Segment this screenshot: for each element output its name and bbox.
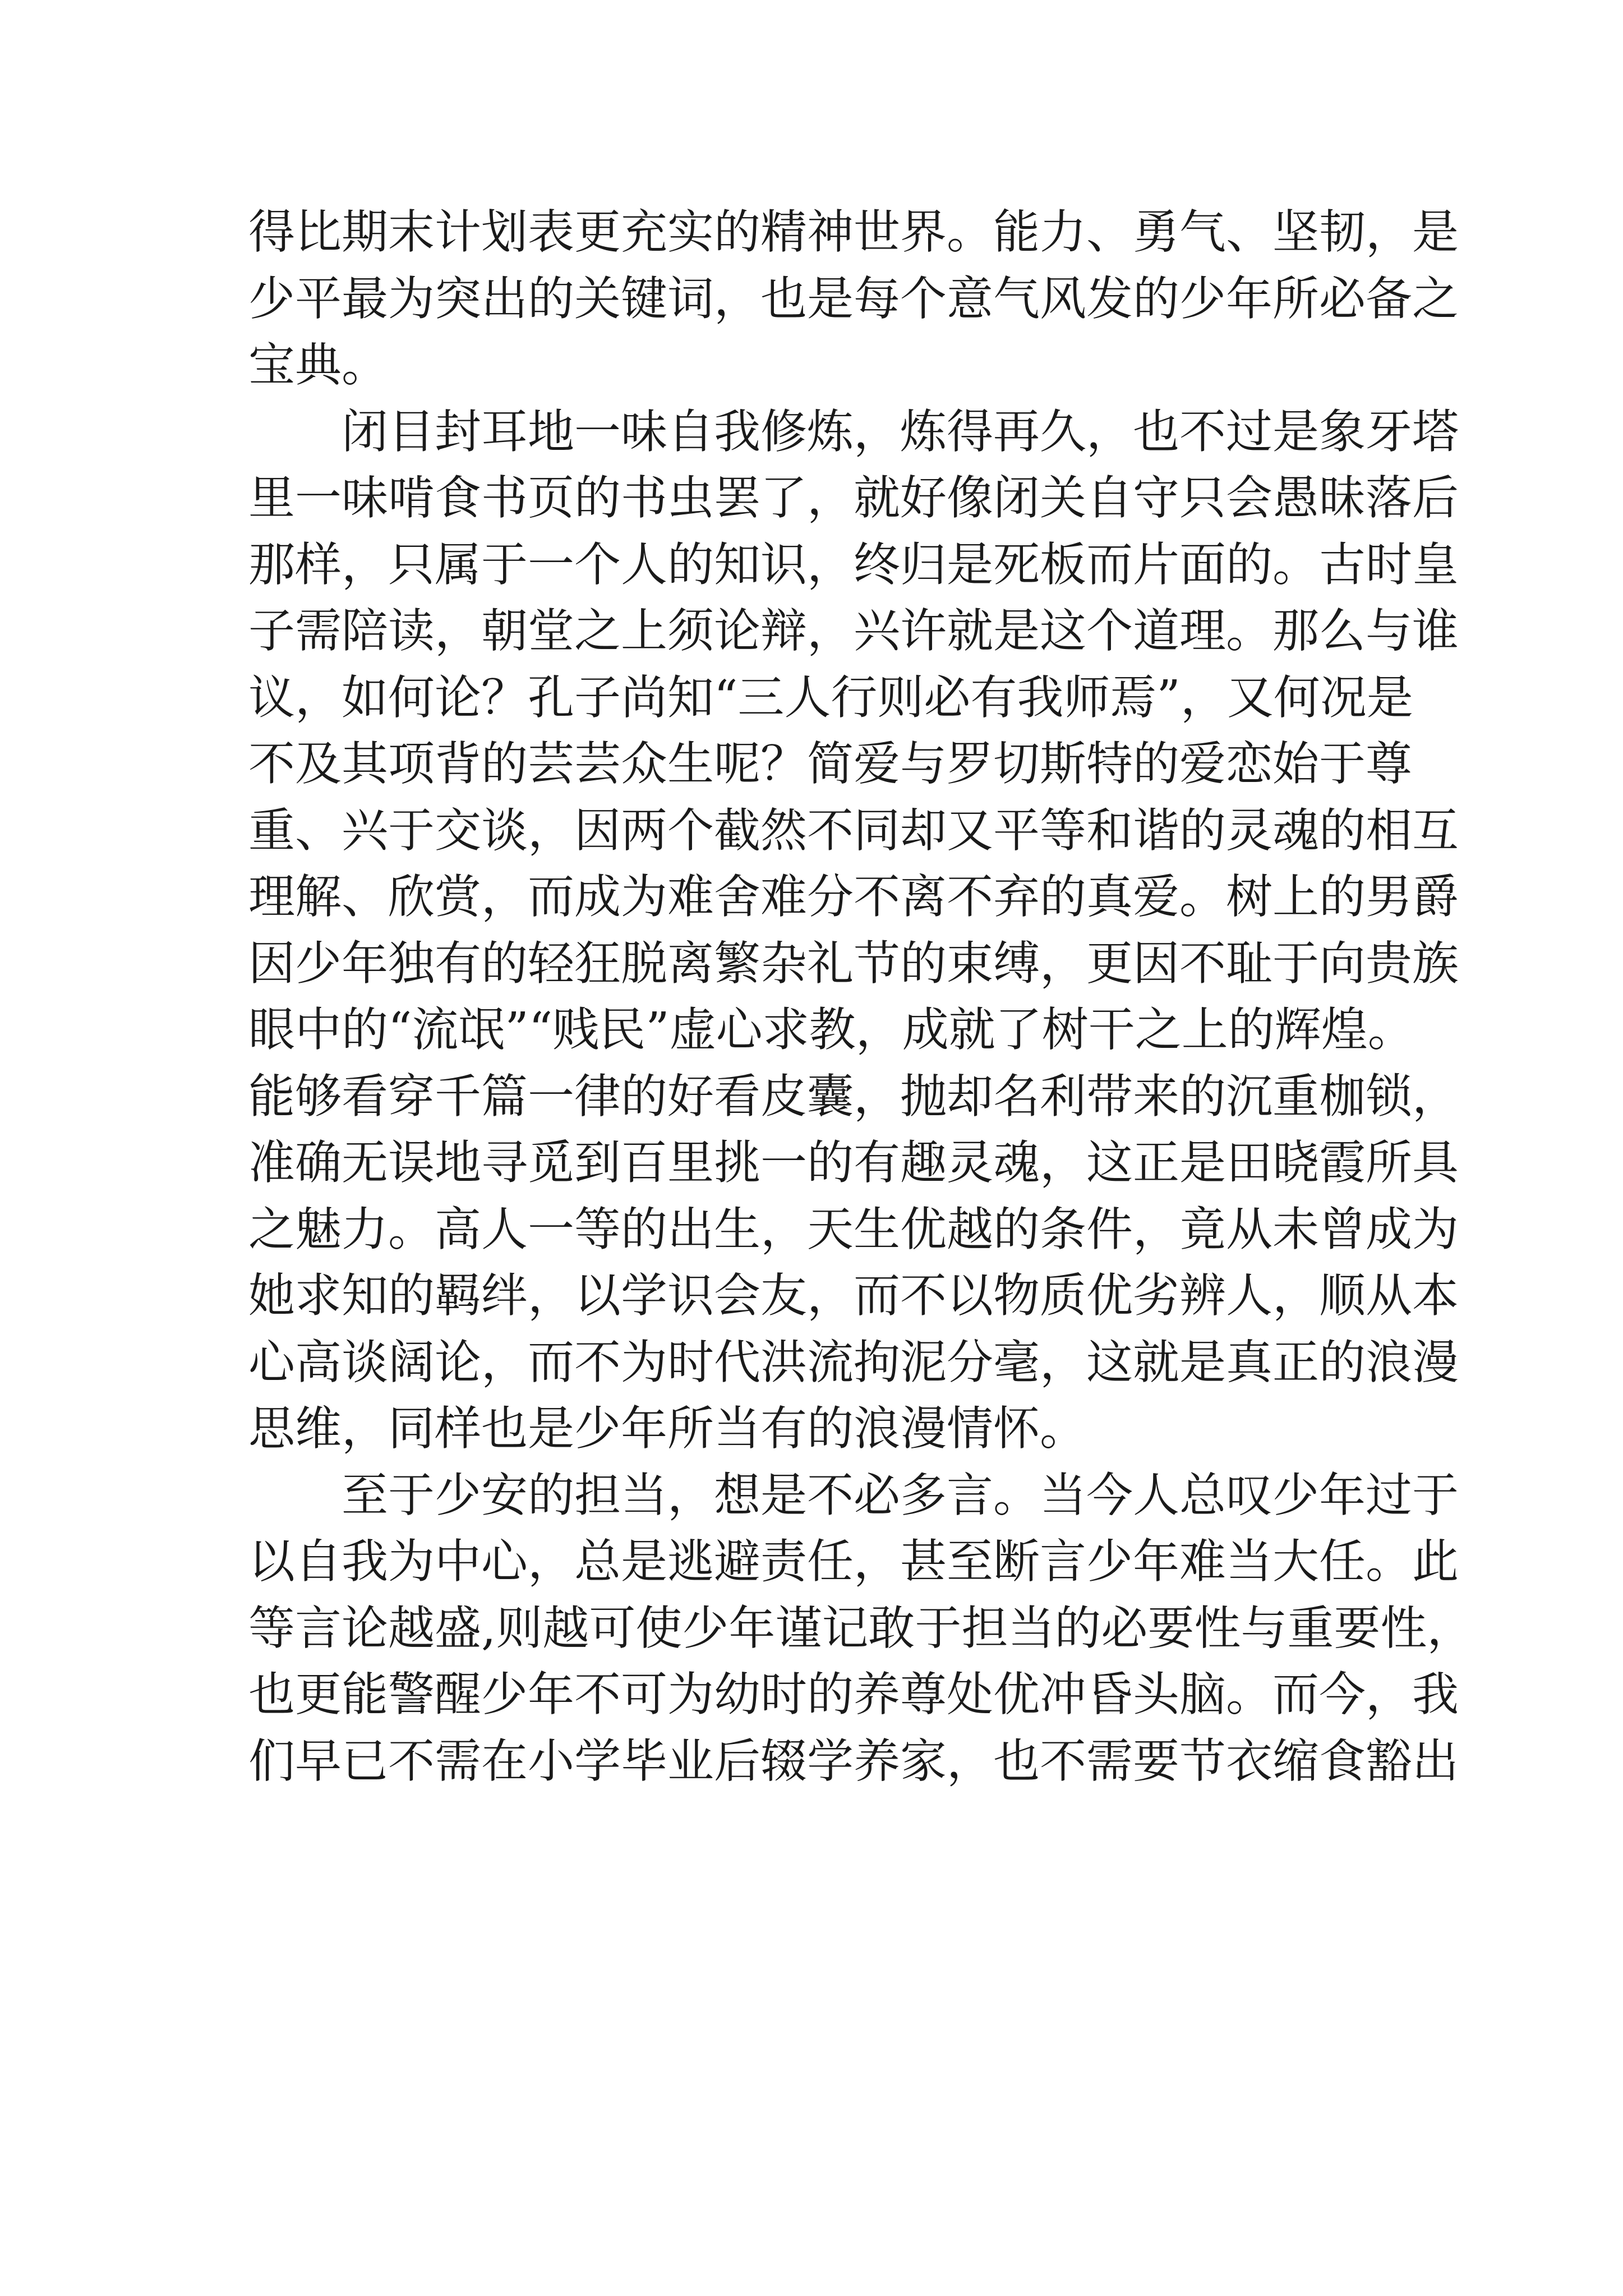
text-line: 少平最为突出的关键词，也是每个意气风发的少年所必备之 (248, 271, 1459, 326)
text-line: 也更能警醒少年不可为幼时的养尊处优冲昏头脑。而今，我 (248, 1667, 1459, 1722)
text-line: 因少年独有的轻狂脱离繁杂礼节的束缚，更因不耻于向贵族 (248, 936, 1459, 991)
text-line: 之魅力。高人一等的出生，天生优越的条件，竟从未曾成为 (248, 1202, 1459, 1257)
text-line: 里一味啃食书页的书虫罢了，就好像闭关自守只会愚昧落后 (248, 471, 1459, 525)
text-line: 不及其项背的芸芸众生呢？简爱与罗切斯特的爱恋始于尊 (248, 737, 1412, 791)
document-body (248, 199, 1474, 1795)
text-line: 眼中的“流氓”“贱民”虚心求教，成就了树干之上的辉煌。 (248, 1002, 1414, 1057)
text-line: 们早已不需在小学毕业后辍学养家，也不需要节衣缩食豁出 (248, 1733, 1459, 1788)
paragraph (248, 399, 1459, 1462)
text-line: 宝典。 (248, 338, 388, 392)
text-line: 她求知的羁绊，以学识会友，而不以物质优劣辨人，顺从本 (248, 1268, 1459, 1323)
text-line: 闭目封耳地一味自我修炼，炼得再久，也不过是象牙塔 (342, 404, 1459, 459)
text-line: 等言论越盛,则越可使少年谨记敢于担当的必要性与重要性， (248, 1600, 1474, 1655)
paragraph (248, 1462, 1474, 1795)
paragraph (248, 199, 1459, 399)
text-line: 理解、欣赏，而成为难舍难分不离不弃的真爱。树上的男爵 (248, 869, 1459, 924)
text-line: 至于少安的担当，想是不必多言。当今人总叹少年过于 (342, 1467, 1459, 1522)
text-line: 思维，同样也是少年所当有的浪漫情怀。 (248, 1401, 1086, 1456)
text-line: 心高谈阔论，而不为时代洪流拘泥分毫，这就是真正的浪漫 (248, 1335, 1459, 1389)
text-line: 重、兴于交谈，因两个截然不同却又平等和谐的灵魂的相互 (248, 803, 1459, 858)
text-line: 得比期末计划表更充实的精神世界。能力、勇气、坚韧，是 (248, 205, 1459, 259)
text-line: 能够看穿千篇一律的好看皮囊，抛却名利带来的沉重枷锁， (248, 1069, 1459, 1124)
text-line: 准确无误地寻觅到百里挑一的有趣灵魂，这正是田晓霞所具 (248, 1135, 1459, 1190)
text-line: 以自我为中心，总是逃避责任，甚至断言少年难当大任。此 (248, 1534, 1459, 1589)
text-line: 议，如何论？孔子尚知“三人行则必有我师焉”，又何况是 (248, 670, 1413, 725)
text-line: 子需陪读，朝堂之上须论辩，兴许就是这个道理。那么与谁 (248, 604, 1459, 658)
text-line: 那样，只属于一个人的知识，终归是死板而片面的。古时皇 (248, 537, 1459, 592)
